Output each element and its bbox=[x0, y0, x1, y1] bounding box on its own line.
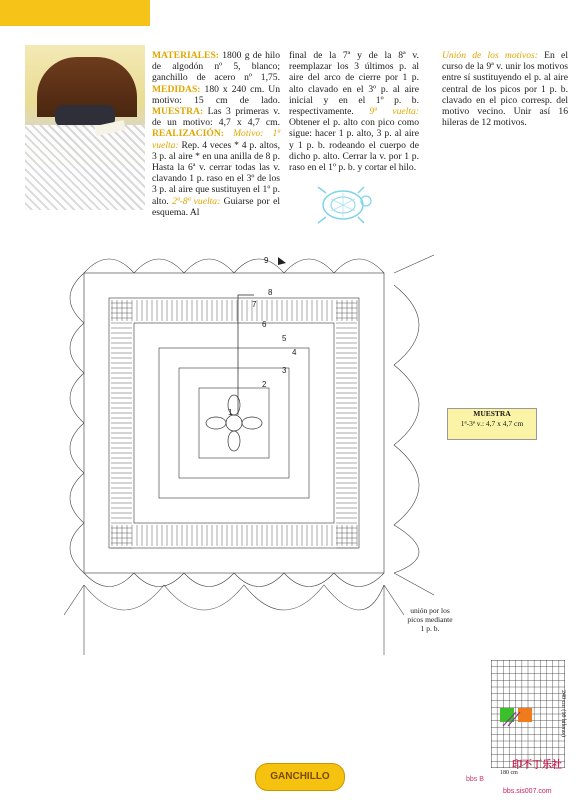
crochet-diagram bbox=[64, 255, 446, 655]
vueltas-text: Guiarse por el esquema. Al bbox=[152, 195, 280, 218]
union-note: unión por los picos mediante 1 p. b. bbox=[407, 606, 453, 633]
vueltas-label: 2ª-8ª vuelta: bbox=[172, 195, 221, 207]
round-4 bbox=[199, 388, 269, 458]
crochet-bedspread bbox=[25, 125, 145, 210]
round-label-5: 5 bbox=[282, 334, 287, 343]
ganchillo-badge: GANCHILLO bbox=[255, 763, 345, 791]
grid-bottom-label: 180 cm bbox=[500, 770, 518, 776]
watermark-url: bbs.sis007.com bbox=[503, 788, 552, 795]
grid-side-label: 240 cm (16 hileras) bbox=[560, 690, 566, 737]
round-leader-line bbox=[238, 295, 254, 415]
round-7 bbox=[134, 323, 334, 523]
instructions-column-2 bbox=[289, 50, 419, 173]
medidas-text: 180 x 240 cm. Un motivo: 15 cm de lado. bbox=[152, 83, 280, 106]
round-label-2: 2 bbox=[262, 380, 267, 389]
instructions-column-3 bbox=[442, 50, 568, 128]
muestra-box-text: 1ª-3ª v.: 4,7 x 4,7 cm bbox=[460, 419, 524, 428]
union-label: Unión de los motivos: bbox=[442, 50, 538, 61]
col2-text-b: Obtener el p. alto con pico como sigue: hacer 1 p. alto, 3 p. al aire y 1 p. b. rodeando el cuerpo de dicho p. alto. Cerrar la v. por 1 p. raso en el 1º p. b. y cortar el hilo. bbox=[289, 117, 419, 174]
watermark-top: 印不丁乐社 bbox=[512, 760, 562, 771]
round-label-6: 6 bbox=[262, 320, 267, 329]
round-label-3: 3 bbox=[282, 366, 287, 375]
watermark-mid: bbs B bbox=[466, 776, 484, 783]
round-8 bbox=[109, 298, 359, 548]
muestra-label: MUESTRA: bbox=[152, 106, 204, 118]
round-label-4: 4 bbox=[292, 348, 297, 357]
bedspread-photo bbox=[25, 45, 145, 210]
round-label-9: 9 bbox=[264, 256, 269, 265]
realizacion-text: Rep. 4 veces * 4 p. altos, 3 p. al aire * en una anilla de 8 p. Hasta la 6ª v. cerrar todas las v. clavando 1 p. raso en el 3º de los 3 p. al aire que sustituyen el 1º p. alto. bbox=[152, 139, 280, 207]
start-arrow-icon bbox=[278, 257, 286, 265]
instructions-column-1 bbox=[152, 50, 280, 218]
center-ring bbox=[206, 395, 262, 451]
round-label-7: 7 bbox=[252, 300, 257, 309]
header-color-tab bbox=[0, 0, 150, 26]
turtle-motif-icon bbox=[312, 183, 374, 225]
materiales-label: MATERIALES: bbox=[152, 50, 219, 61]
union-text: En el curso de la 9ª v. unir los motivos entre sí sustituyendo el p. al aire central de los picos por 1 p. b. clavado en el pico corresp. del motivo vecino. Unir así 16 hileras de 12 motivos. bbox=[442, 50, 568, 129]
realizacion-label: REALIZACIÓN: bbox=[152, 128, 224, 140]
realizacion-sub: Motivo: 1ª vuelta: bbox=[152, 128, 280, 151]
muestra-text: Las 3 primeras v. de un motivo: 4,7 x 4,7 cm. bbox=[152, 106, 280, 129]
round-label-1: 1 bbox=[228, 408, 233, 417]
novena-label: 9ª vuelta: bbox=[369, 106, 420, 118]
round-label-8: 8 bbox=[268, 288, 273, 297]
medidas-label: MEDIDAS: bbox=[152, 83, 201, 95]
col2-text-a: final de la 7ª y de la 8ª v. reemplazar los 3 últimos p. al aire del arco de cierre por 1 p. alto clavado en el 3º p. al aire inicial y en el 1º p. b. respectivamente. bbox=[289, 50, 419, 118]
round-5 bbox=[179, 368, 289, 478]
materiales-text: 1800 g de hilo de algodón nº 5, blanco; ganchillo de acero nº 1,75. bbox=[152, 50, 280, 84]
knitting-needles-icon bbox=[498, 706, 538, 728]
muestra-box-title: MUESTRA bbox=[473, 409, 511, 418]
muestra-box bbox=[447, 408, 537, 440]
round-6 bbox=[159, 348, 309, 498]
